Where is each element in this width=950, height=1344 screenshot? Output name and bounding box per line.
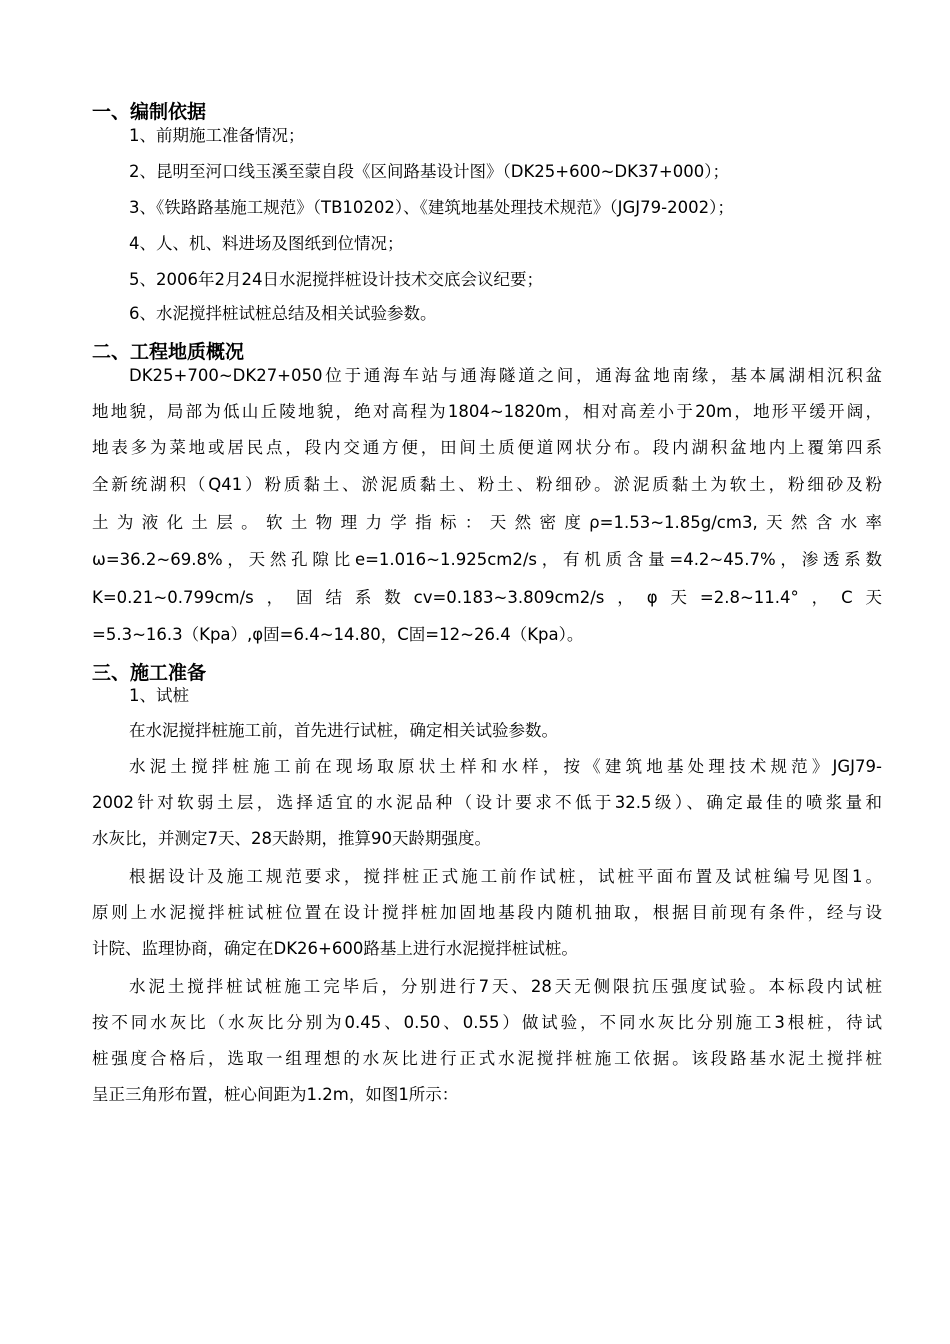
heading-preparation: 三、施工准备 <box>92 662 207 684</box>
geology-line: 土为液化土层。软土物理力学指标：天然密度ρ=1.53~1.85g/cm3,天然含水率 <box>92 513 882 532</box>
preparation-paragraph-4-line: 呈正三角形布置，桩心间距为1.2m，如图1所示： <box>92 1085 459 1104</box>
preparation-paragraph-4-line: 按不同水灰比（水灰比分别为0.45、0.50、0.55）做试验，不同水灰比分别施工3根桩，待试 <box>92 1013 882 1032</box>
preparation-paragraph-2-line: 2002针对软弱土层，选择适宜的水泥品种（设计要求不低于32.5级）、确定最佳的喷浆量和 <box>92 793 882 812</box>
basis-item-5: 5、2006年2月24日水泥搅拌桩设计技术交底会议纪要； <box>129 270 543 289</box>
preparation-paragraph-2-line: 水泥土搅拌桩施工前在现场取原状土样和水样，按《建筑地基处理技术规范》JGJ79- <box>129 757 882 776</box>
basis-item-3: 3、《铁路路基施工规范》（TB10202）、《建筑地基处理技术规范》（JGJ79-2002）； <box>129 198 734 217</box>
geology-line: 全新统湖积（Q41）粉质黏土、淤泥质黏土、粉土、粉细砂。淤泥质黏土为软土，粉细砂及粉 <box>92 475 882 494</box>
geology-line: 地表多为菜地或居民点，段内交通方便，田间土质便道网状分布。段内湖积盆地内上覆第四系 <box>92 438 882 457</box>
basis-item-6: 6、水泥搅拌桩试桩总结及相关试验参数。 <box>129 304 437 323</box>
preparation-paragraph-4-line: 水泥土搅拌桩试桩施工完毕后，分别进行7天、28天无侧限抗压强度试验。本标段内试桩 <box>129 977 882 996</box>
basis-item-4: 4、人、机、料进场及图纸到位情况； <box>129 234 404 253</box>
preparation-paragraph-1: 在水泥搅拌桩施工前，首先进行试桩，确定相关试验参数。 <box>129 721 558 740</box>
geology-line: ω=36.2~69.8%，天然孔隙比e=1.016~1.925cm2/s，有机质含量=4.2~45.7%，渗透系数 <box>92 550 882 569</box>
basis-item-2: 2、昆明至河口线玉溪至蒙自段《区间路基设计图》（DK25+600~DK37+000）； <box>129 162 730 181</box>
heading-geology: 二、工程地质概况 <box>92 341 245 363</box>
preparation-subheading: 1、试桩 <box>129 686 189 705</box>
heading-basis: 一、编制依据 <box>92 101 207 123</box>
basis-item-1: 1、前期施工准备情况； <box>129 126 305 145</box>
preparation-paragraph-3-line: 原则上水泥搅拌桩试桩位置在设计搅拌桩加固地基段内随机抽取，根据目前现有条件，经与设 <box>92 903 882 922</box>
geology-line: K=0.21~0.799cm/s，固结系数cv=0.183~3.809cm2/s，φ天=2.8~11.4°，C天 <box>92 588 882 607</box>
preparation-paragraph-4-line: 桩强度合格后，选取一组理想的水灰比进行正式水泥搅拌桩施工依据。该段路基水泥土搅拌桩 <box>92 1049 882 1068</box>
preparation-paragraph-3-line: 根据设计及施工规范要求，搅拌桩正式施工前作试桩，试桩平面布置及试桩编号见图1。 <box>129 867 882 886</box>
geology-line: 地地貌，局部为低山丘陵地貌，绝对高程为1804~1820m，相对高差小于20m，地形平缓开阔， <box>92 402 882 421</box>
geology-line: DK25+700~DK27+050位于通海车站与通海隧道之间，通海盆地南缘，基本属湖相沉积盆 <box>129 366 882 385</box>
preparation-paragraph-2-line: 水灰比，并测定7天、28天龄期，推算90天龄期强度。 <box>92 829 491 848</box>
geology-line: =5.3~16.3（Kpa）,φ固=6.4~14.80，C固=12~26.4（Kpa）。 <box>92 625 584 644</box>
preparation-paragraph-3-line: 计院、监理协商，确定在DK26+600路基上进行水泥搅拌桩试桩。 <box>92 939 578 958</box>
